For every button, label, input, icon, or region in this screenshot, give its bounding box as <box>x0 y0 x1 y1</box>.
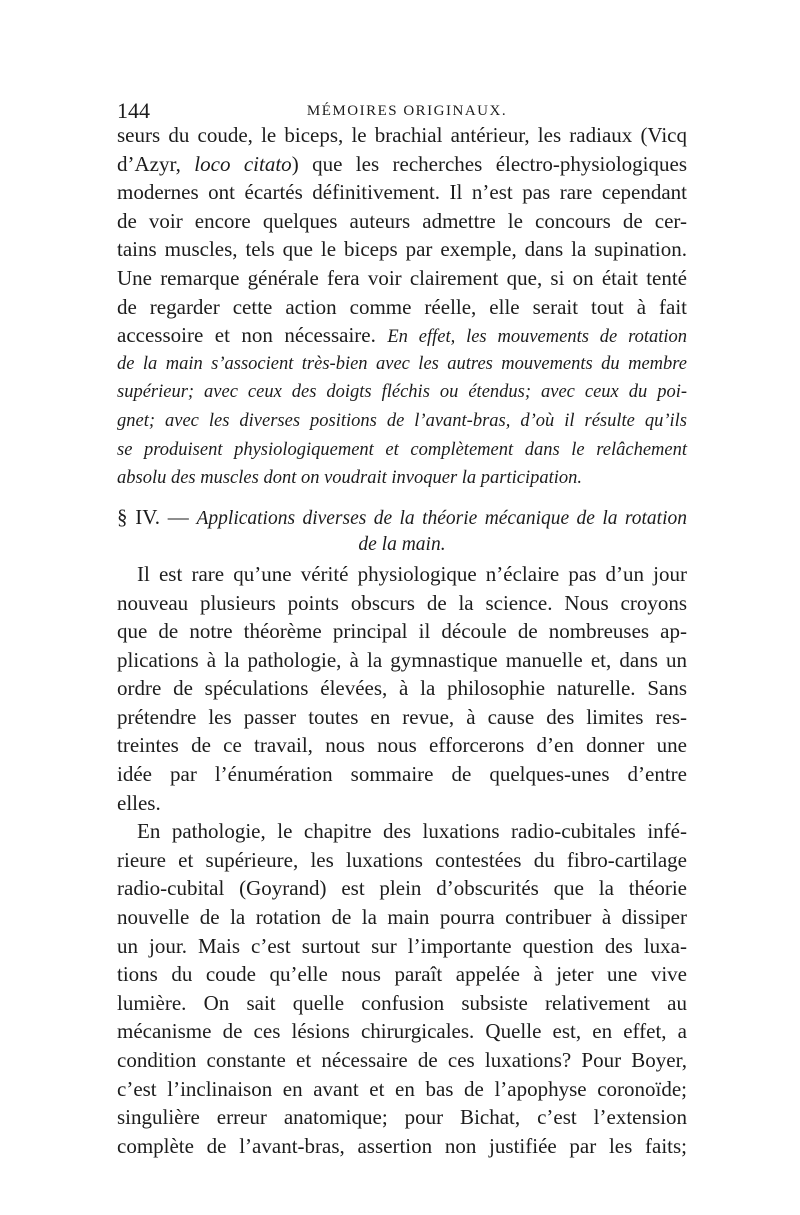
text-line: treintes de ce travail, nous nous efforcerons d’en donner une <box>117 733 687 758</box>
spacer <box>117 493 687 503</box>
text-fragment: accessoire et non nécessaire. <box>117 323 388 348</box>
section-heading-line <box>117 503 687 532</box>
citation-fragment: loco citato <box>194 151 292 176</box>
section-title-continued: de la main. <box>358 534 446 556</box>
section-number: § IV. — <box>117 504 197 529</box>
italic-line: gnet; avec les diverses positions de l’avant-bras, d’où il résulte qu’ils <box>117 410 687 431</box>
text-line: mécanisme de ces lésions chirurgicales. Quelle est, en effet, a <box>117 1019 687 1044</box>
text-line: modernes ont écartés définitivement. Il n’est pas rare cependant <box>117 180 687 205</box>
italic-line: se produisent physiologiquement et complètement dans le relâchement <box>117 439 687 460</box>
body-text <box>117 121 687 1160</box>
text-line: lumière. On sait quelle confusion subsiste relativement au <box>117 990 687 1015</box>
text-line: un jour. Mais c’est surtout sur l’importante question des luxa- <box>117 933 687 958</box>
text-line: c’est l’inclinaison en avant et en bas de l’apophyse coronoïde; <box>117 1076 687 1101</box>
italic-line: absolu des muscles dont on voudrait invoquer la participation. <box>117 468 583 489</box>
text-line: seurs du coude, le biceps, le brachial antérieur, les radiaux (Vicq <box>117 123 687 147</box>
running-title: MÉMOIRES ORIGINAUX. <box>306 103 508 119</box>
text-line: ordre de spéculations élevées, à la philosophie naturelle. Sans <box>117 676 687 701</box>
text-line: nouveau plusieurs points obscurs de la science. Nous croyons <box>117 590 687 615</box>
text-line: que de notre théorème principal il découle de nombreuses ap- <box>117 619 687 644</box>
text-line: idée par l’énumération sommaire de quelques-unes d’entre <box>117 762 687 787</box>
italic-line: supérieur; avec ceux des doigts fléchis ou étendus; avec ceux du poi- <box>117 382 687 403</box>
text-line: complète de l’avant-bras, assertion non justifiée par les faits; <box>117 1133 687 1158</box>
text-fragment: d’Azyr, <box>117 151 195 176</box>
text-line: plications à la pathologie, à la gymnastique manuelle et, dans un <box>117 647 687 672</box>
text-line: tains muscles, tels que le biceps par exemple, dans la supination. <box>117 237 687 262</box>
text-line: condition constante et nécessaire de ces luxations? Pour Boyer, <box>117 1048 687 1072</box>
text-line: de regarder cette action comme réelle, elle serait tout à fait <box>117 294 687 319</box>
text-line <box>117 150 687 179</box>
text-line: elles. <box>117 790 161 815</box>
text-line: prétendre les passer toutes en revue, à cause des limites res- <box>117 704 687 729</box>
text-line: nouvelle de la rotation de la main pourra contribuer à dissiper <box>117 905 687 930</box>
text-line: tions du coude qu’elle nous paraît appelée à jeter une vive <box>117 962 687 987</box>
text-fragment: ) que les recherches électro-physiologiques <box>291 151 687 176</box>
italic-line: de la main s’associent très-bien avec les autres mouvements du membre <box>117 353 687 374</box>
text-line: Il est rare qu’une vérité physiologique n’éclaire pas d’un jour <box>137 561 687 586</box>
text-line: Une remarque générale fera voir clairement que, si on était tenté <box>117 265 687 290</box>
text-line: singulière erreur anatomique; pour Bichat, c’est l’extension <box>117 1105 687 1130</box>
text-line: rieure et supérieure, les luxations contestées du fibro-cartilage <box>117 847 687 872</box>
section-title: Applications diverses de la théorie mécanique de la rotation <box>196 507 688 529</box>
page-number: 144 <box>117 98 150 123</box>
text-line: de voir encore quelques auteurs admettre le concours de cer- <box>117 208 687 233</box>
text-line <box>117 321 687 350</box>
italic-fragment: En effet, les mouvements de rotation <box>387 327 688 348</box>
text-line: En pathologie, le chapitre des luxations radio-cubitales infé- <box>137 819 687 844</box>
text-line: radio-cubital (Goyrand) est plein d’obscurités que la théorie <box>117 876 687 901</box>
